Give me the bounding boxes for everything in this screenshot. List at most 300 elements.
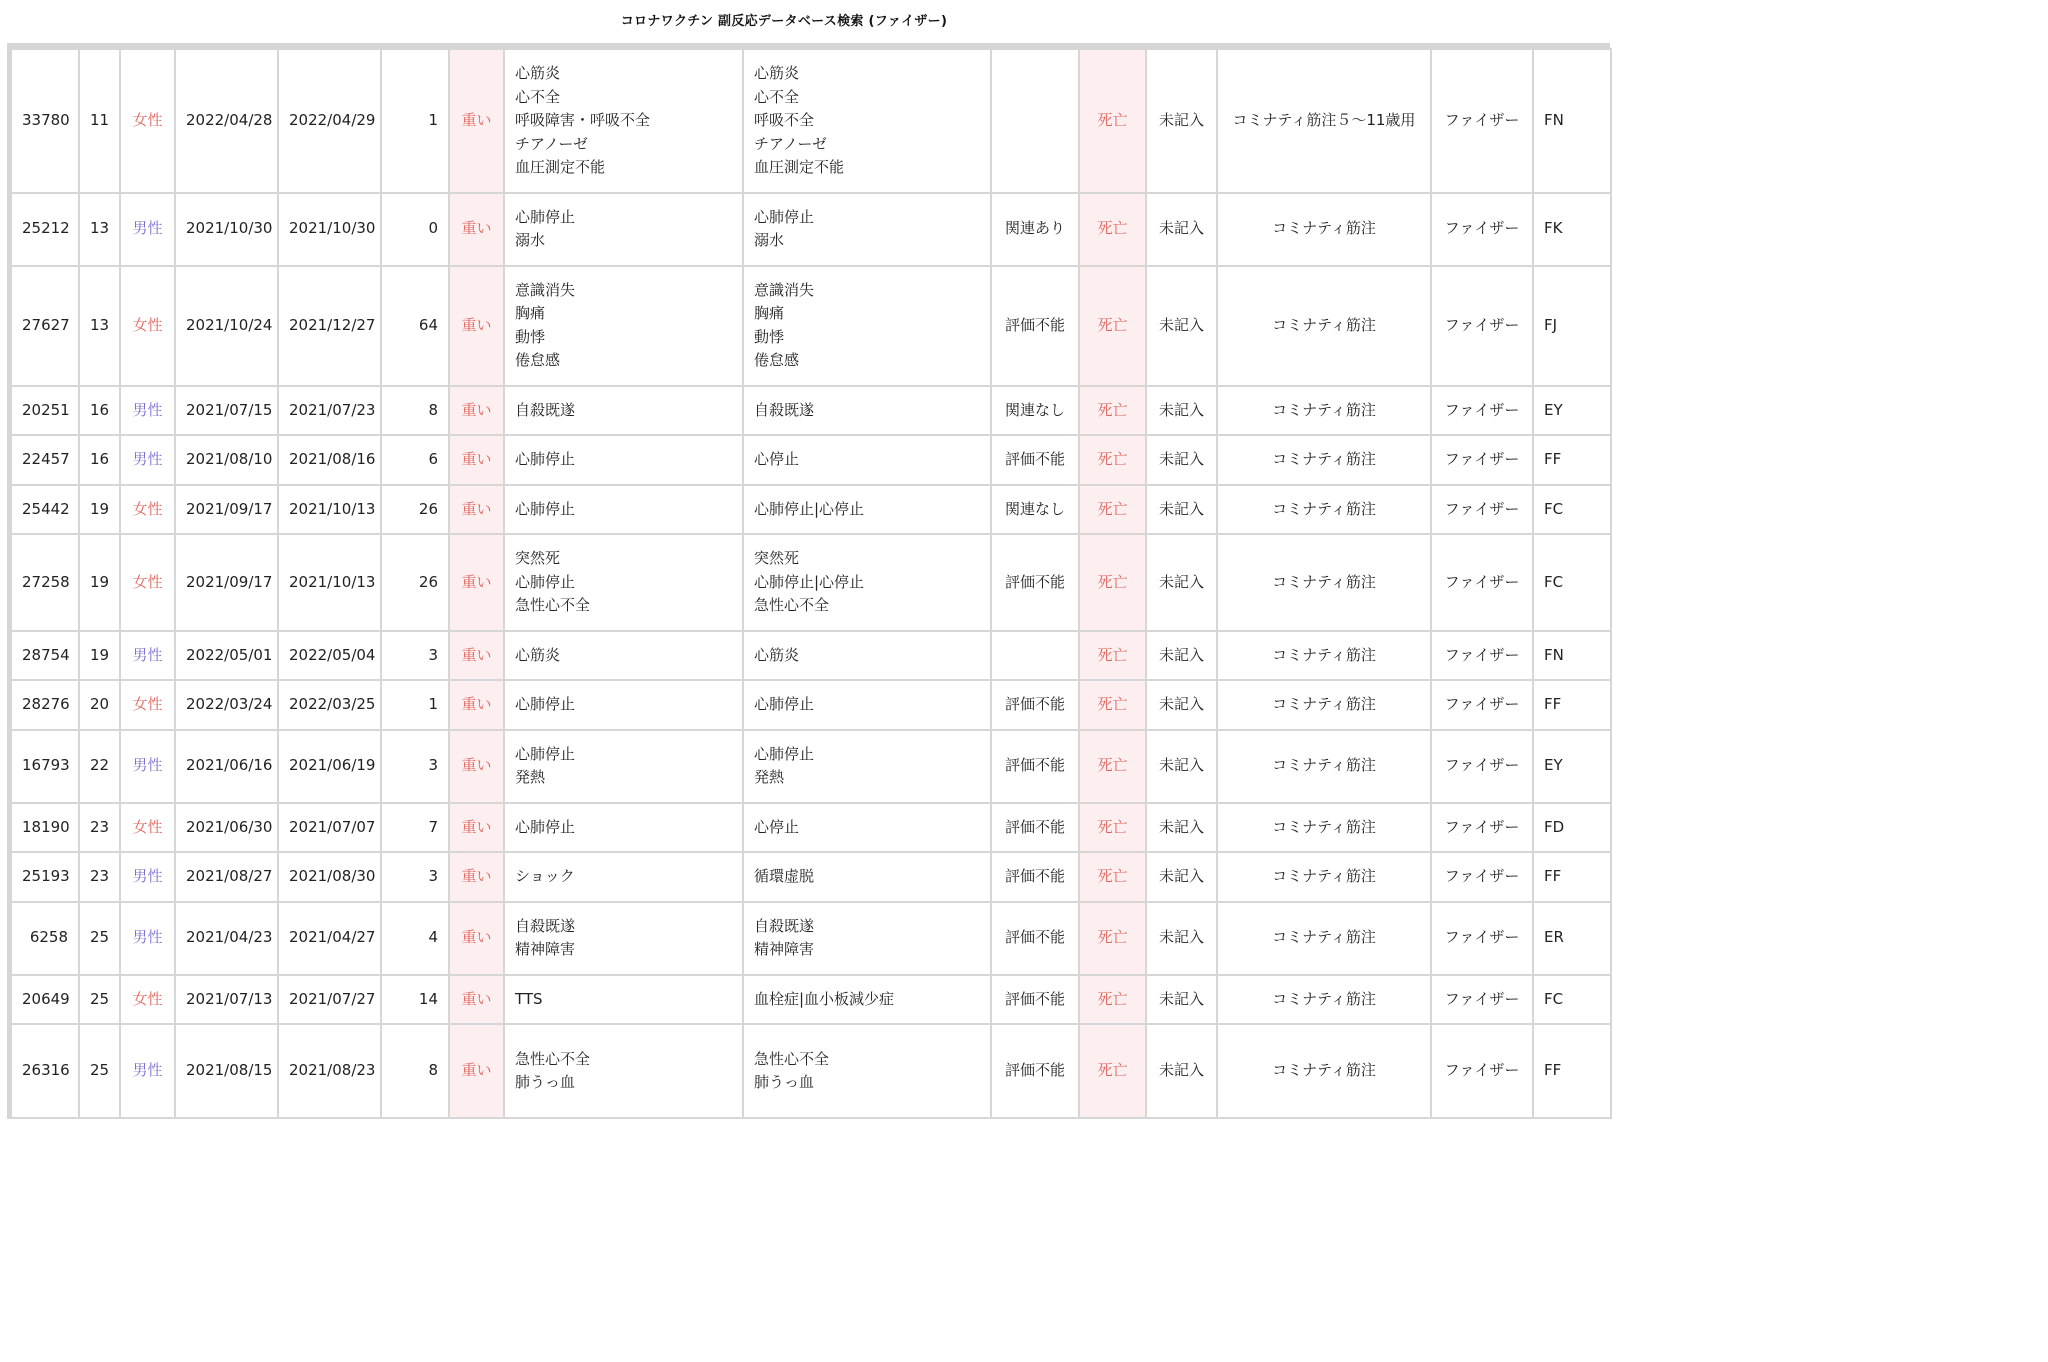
sex-cell: 男性: [120, 902, 175, 975]
vaccine-name-cell: コミナティ筋注: [1217, 193, 1431, 266]
age-cell: 25: [79, 902, 120, 975]
vaccination-date-cell: 2021/06/16: [175, 730, 278, 803]
outcome-cell: 死亡: [1079, 485, 1146, 535]
outcome-cell: 死亡: [1079, 680, 1146, 730]
symptom-item: 血圧測定不能: [515, 158, 606, 176]
onset-date-cell: 2021/07/23: [278, 386, 381, 436]
onset-date-cell: 2021/07/07: [278, 803, 381, 853]
report-id: 33780: [11, 49, 79, 193]
symptom-item: 溺水: [754, 231, 785, 249]
sex-cell: 男性: [120, 193, 175, 266]
symptom-item: 心肺停止: [515, 450, 576, 468]
note-cell: 未記入: [1146, 193, 1217, 266]
symptom-item: 精神障害: [515, 940, 576, 958]
age-cell: 11: [79, 49, 120, 193]
report-id: 6258: [11, 902, 79, 975]
severity-cell: 重い: [449, 193, 504, 266]
symptom-item: 呼吸障害・呼吸不全: [515, 111, 651, 129]
severity-cell: 重い: [449, 266, 504, 386]
severity-cell: 重い: [449, 485, 504, 535]
vaccine-name-cell: コミナティ筋注: [1217, 485, 1431, 535]
causality-cell: [991, 631, 1079, 681]
symptom-item: 心筋炎: [515, 645, 561, 664]
report-id: 25442: [11, 485, 79, 535]
vaccine-name-cell: コミナティ筋注: [1217, 975, 1431, 1025]
outcome-cell: 死亡: [1079, 534, 1146, 631]
days-cell: 3: [381, 631, 449, 681]
table-row: [11, 631, 1611, 681]
onset-date-cell: 2021/04/27: [278, 902, 381, 975]
symptoms-reported-cell: [504, 730, 743, 803]
report-id: 27258: [11, 534, 79, 631]
note-cell: 未記入: [1146, 386, 1217, 436]
vaccine-name-cell: コミナティ筋注: [1217, 1024, 1431, 1118]
lot-number-cell: FF: [1533, 1024, 1611, 1118]
report-id: 16793: [11, 730, 79, 803]
symptom-item: 急性心不全: [515, 1049, 591, 1068]
note-cell: 未記入: [1146, 680, 1217, 730]
onset-date-cell: 2021/10/13: [278, 485, 381, 535]
outcome-cell: 死亡: [1079, 902, 1146, 975]
symptoms-reported-cell: [504, 435, 743, 485]
outcome-cell: 死亡: [1079, 266, 1146, 386]
sex-cell: 女性: [120, 49, 175, 193]
symptom-item: 急性心不全: [515, 596, 591, 614]
manufacturer-cell: ファイザー: [1431, 193, 1533, 266]
note-cell: 未記入: [1146, 266, 1217, 386]
vaccination-date-cell: 2021/06/30: [175, 803, 278, 853]
days-cell: 6: [381, 435, 449, 485]
vaccine-name-cell: コミナティ筋注: [1217, 631, 1431, 681]
outcome-cell: 死亡: [1079, 730, 1146, 803]
symptoms-pt-cell: [743, 730, 991, 803]
age-cell: 25: [79, 975, 120, 1025]
manufacturer-cell: ファイザー: [1431, 386, 1533, 436]
symptom-item: 溺水: [515, 231, 546, 249]
symptom-item: 呼吸不全: [754, 111, 815, 129]
table-row: [11, 435, 1611, 485]
symptom-item: 肺うっ血: [515, 1073, 576, 1091]
vaccine-name-cell: コミナティ筋注: [1217, 534, 1431, 631]
vaccination-date-cell: 2021/08/27: [175, 852, 278, 902]
vaccine-name-cell: コミナティ筋注: [1217, 435, 1431, 485]
note-cell: 未記入: [1146, 975, 1217, 1025]
note-cell: 未記入: [1146, 1024, 1217, 1118]
lot-number-cell: FK: [1533, 193, 1611, 266]
table-row: [11, 266, 1611, 386]
causality-cell: 関連あり: [991, 193, 1079, 266]
causality-cell: 評価不能: [991, 730, 1079, 803]
symptom-item: 意識消失: [515, 280, 576, 299]
symptoms-pt-cell: [743, 266, 991, 386]
sex-cell: 男性: [120, 730, 175, 803]
causality-cell: 評価不能: [991, 852, 1079, 902]
vaccine-name-cell: コミナティ筋注: [1217, 803, 1431, 853]
outcome-cell: 死亡: [1079, 193, 1146, 266]
report-id: 25193: [11, 852, 79, 902]
symptom-item: 心肺停止: [515, 499, 576, 518]
causality-cell: 評価不能: [991, 435, 1079, 485]
manufacturer-cell: ファイザー: [1431, 975, 1533, 1025]
symptom-item: 突然死: [754, 549, 800, 567]
age-cell: 16: [79, 435, 120, 485]
note-cell: 未記入: [1146, 852, 1217, 902]
symptom-item: 心筋炎: [515, 64, 561, 82]
days-cell: 3: [381, 852, 449, 902]
causality-cell: 評価不能: [991, 902, 1079, 975]
lot-number-cell: EY: [1533, 730, 1611, 803]
symptom-item: 心不全: [515, 87, 561, 106]
symptom-item: 動悸: [515, 327, 546, 346]
vaccination-date-cell: 2021/07/13: [175, 975, 278, 1025]
symptoms-pt-cell: [743, 631, 991, 681]
symptom-item: 心肺停止: [754, 744, 815, 763]
page-title: コロナワクチン 副反応データベース検索 (ファイザー): [620, 14, 948, 29]
causality-cell: 評価不能: [991, 266, 1079, 386]
symptoms-pt-cell: [743, 534, 991, 631]
note-cell: 未記入: [1146, 730, 1217, 803]
report-id: 22457: [11, 435, 79, 485]
vaccination-date-cell: 2021/10/24: [175, 266, 278, 386]
vaccine-name-cell: コミナティ筋注: [1217, 680, 1431, 730]
manufacturer-cell: ファイザー: [1431, 1024, 1533, 1118]
symptom-item: 自殺既遂: [754, 916, 815, 935]
days-cell: 26: [381, 534, 449, 631]
manufacturer-cell: ファイザー: [1431, 266, 1533, 386]
results-table-wrap: [7, 43, 1610, 1119]
symptoms-reported-cell: [504, 902, 743, 975]
symptoms-reported-cell: [504, 534, 743, 631]
note-cell: 未記入: [1146, 902, 1217, 975]
days-cell: 64: [381, 266, 449, 386]
symptoms-pt-cell: [743, 193, 991, 266]
symptoms-reported-cell: [504, 49, 743, 193]
table-row: [11, 1024, 1611, 1118]
symptoms-pt-cell: [743, 386, 991, 436]
lot-number-cell: FC: [1533, 534, 1611, 631]
table-row: [11, 902, 1611, 975]
symptom-item: TTS: [515, 989, 543, 1008]
manufacturer-cell: ファイザー: [1431, 852, 1533, 902]
symptom-item: チアノーゼ: [515, 134, 589, 153]
days-cell: 3: [381, 730, 449, 803]
table-row: [11, 730, 1611, 803]
vaccination-date-cell: 2022/05/01: [175, 631, 278, 681]
vaccination-date-cell: 2021/08/15: [175, 1024, 278, 1118]
symptom-item: 心肺停止: [515, 695, 576, 713]
sex-cell: 男性: [120, 435, 175, 485]
symptoms-pt-cell: [743, 975, 991, 1025]
age-cell: 16: [79, 386, 120, 436]
onset-date-cell: 2021/08/23: [278, 1024, 381, 1118]
severity-cell: 重い: [449, 386, 504, 436]
onset-date-cell: 2021/10/30: [278, 193, 381, 266]
report-id: 25212: [11, 193, 79, 266]
lot-number-cell: FF: [1533, 435, 1611, 485]
symptom-item: 急性心不全: [754, 596, 830, 614]
lot-number-cell: FN: [1533, 49, 1611, 193]
symptom-item: 心肺停止: [515, 744, 576, 763]
symptom-item: 心肺停止: [754, 207, 815, 226]
severity-cell: 重い: [449, 435, 504, 485]
symptoms-pt-cell: [743, 1024, 991, 1118]
days-cell: 4: [381, 902, 449, 975]
lot-number-cell: FC: [1533, 485, 1611, 535]
manufacturer-cell: ファイザー: [1431, 902, 1533, 975]
severity-cell: 重い: [449, 902, 504, 975]
causality-cell: 評価不能: [991, 534, 1079, 631]
symptom-item: 精神障害: [754, 940, 815, 958]
report-id: 27627: [11, 266, 79, 386]
symptoms-reported-cell: [504, 631, 743, 681]
symptom-item: 倦怠感: [754, 351, 800, 369]
causality-cell: 関連なし: [991, 485, 1079, 535]
symptom-item: チアノーゼ: [754, 134, 828, 153]
age-cell: 13: [79, 266, 120, 386]
days-cell: 1: [381, 680, 449, 730]
vaccination-date-cell: 2021/04/23: [175, 902, 278, 975]
note-cell: 未記入: [1146, 485, 1217, 535]
sex-cell: 女性: [120, 680, 175, 730]
causality-cell: 関連なし: [991, 386, 1079, 436]
causality-cell: 評価不能: [991, 680, 1079, 730]
vaccine-name-cell: コミナティ筋注: [1217, 386, 1431, 436]
causality-cell: 評価不能: [991, 1024, 1079, 1118]
results-table: [10, 48, 1612, 1119]
vaccination-date-cell: 2021/09/17: [175, 534, 278, 631]
age-cell: 23: [79, 852, 120, 902]
symptom-item: 意識消失: [754, 280, 815, 299]
symptom-item: 自殺既遂: [754, 400, 815, 419]
days-cell: 7: [381, 803, 449, 853]
lot-number-cell: FF: [1533, 680, 1611, 730]
symptom-item: 胸痛: [515, 304, 546, 322]
symptoms-pt-cell: [743, 485, 991, 535]
sex-cell: 女性: [120, 534, 175, 631]
vaccine-name-cell: コミナティ筋注: [1217, 266, 1431, 386]
manufacturer-cell: ファイザー: [1431, 435, 1533, 485]
symptom-item: 心肺停止|心停止: [754, 499, 865, 518]
manufacturer-cell: ファイザー: [1431, 485, 1533, 535]
note-cell: 未記入: [1146, 49, 1217, 193]
severity-cell: 重い: [449, 852, 504, 902]
manufacturer-cell: ファイザー: [1431, 803, 1533, 853]
symptom-item: 心不全: [754, 87, 800, 106]
symptoms-reported-cell: [504, 1024, 743, 1118]
outcome-cell: 死亡: [1079, 1024, 1146, 1118]
symptom-item: 心肺停止|心停止: [754, 572, 865, 591]
lot-number-cell: FJ: [1533, 266, 1611, 386]
symptom-item: 心筋炎: [754, 64, 800, 82]
age-cell: 19: [79, 631, 120, 681]
table-row: [11, 975, 1611, 1025]
age-cell: 19: [79, 534, 120, 631]
severity-cell: 重い: [449, 730, 504, 803]
lot-number-cell: FD: [1533, 803, 1611, 853]
vaccine-name-cell: コミナティ筋注５～11歳用: [1217, 49, 1431, 193]
symptom-item: 発熱: [754, 768, 785, 786]
symptoms-reported-cell: [504, 266, 743, 386]
onset-date-cell: 2022/03/25: [278, 680, 381, 730]
symptom-item: 心肺停止: [515, 207, 576, 226]
table-row: [11, 193, 1611, 266]
manufacturer-cell: ファイザー: [1431, 680, 1533, 730]
symptom-item: 動悸: [754, 327, 785, 346]
days-cell: 8: [381, 386, 449, 436]
sex-cell: 女性: [120, 803, 175, 853]
vaccination-date-cell: 2021/07/15: [175, 386, 278, 436]
outcome-cell: 死亡: [1079, 435, 1146, 485]
vaccination-date-cell: 2021/09/17: [175, 485, 278, 535]
symptoms-reported-cell: [504, 680, 743, 730]
table-row: [11, 852, 1611, 902]
symptom-item: 心肺停止: [515, 817, 576, 836]
outcome-cell: 死亡: [1079, 386, 1146, 436]
symptoms-reported-cell: [504, 975, 743, 1025]
symptoms-reported-cell: [504, 386, 743, 436]
sex-cell: 男性: [120, 852, 175, 902]
symptom-item: 心肺停止: [754, 695, 815, 713]
symptom-item: 発熱: [515, 768, 546, 786]
lot-number-cell: ER: [1533, 902, 1611, 975]
age-cell: 13: [79, 193, 120, 266]
sex-cell: 女性: [120, 266, 175, 386]
symptom-item: 心肺停止: [515, 572, 576, 591]
manufacturer-cell: ファイザー: [1431, 730, 1533, 803]
onset-date-cell: 2022/04/29: [278, 49, 381, 193]
lot-number-cell: FF: [1533, 852, 1611, 902]
onset-date-cell: 2021/08/30: [278, 852, 381, 902]
onset-date-cell: 2022/05/04: [278, 631, 381, 681]
table-row: [11, 680, 1611, 730]
vaccine-name-cell: コミナティ筋注: [1217, 730, 1431, 803]
vaccination-date-cell: 2022/04/28: [175, 49, 278, 193]
onset-date-cell: 2021/12/27: [278, 266, 381, 386]
outcome-cell: 死亡: [1079, 975, 1146, 1025]
onset-date-cell: 2021/07/27: [278, 975, 381, 1025]
table-body: [11, 49, 1611, 1118]
sex-cell: 男性: [120, 631, 175, 681]
severity-cell: 重い: [449, 975, 504, 1025]
table-row: [11, 485, 1611, 535]
manufacturer-cell: ファイザー: [1431, 631, 1533, 681]
outcome-cell: 死亡: [1079, 49, 1146, 193]
symptom-item: 心停止: [754, 450, 800, 468]
causality-cell: 評価不能: [991, 803, 1079, 853]
report-id: 28276: [11, 680, 79, 730]
age-cell: 23: [79, 803, 120, 853]
vaccination-date-cell: 2022/03/24: [175, 680, 278, 730]
causality-cell: [991, 49, 1079, 193]
symptoms-reported-cell: [504, 485, 743, 535]
severity-cell: 重い: [449, 680, 504, 730]
symptoms-pt-cell: [743, 803, 991, 853]
symptom-item: 血圧測定不能: [754, 158, 845, 176]
sex-cell: 男性: [120, 386, 175, 436]
report-id: 26316: [11, 1024, 79, 1118]
severity-cell: 重い: [449, 631, 504, 681]
symptom-item: 胸痛: [754, 304, 785, 322]
symptoms-pt-cell: [743, 902, 991, 975]
onset-date-cell: 2021/08/16: [278, 435, 381, 485]
symptom-item: 倦怠感: [515, 351, 561, 369]
symptoms-reported-cell: [504, 803, 743, 853]
vaccination-date-cell: 2021/08/10: [175, 435, 278, 485]
symptoms-pt-cell: [743, 49, 991, 193]
onset-date-cell: 2021/06/19: [278, 730, 381, 803]
lot-number-cell: FC: [1533, 975, 1611, 1025]
report-id: 20649: [11, 975, 79, 1025]
vaccine-name-cell: コミナティ筋注: [1217, 902, 1431, 975]
symptom-item: ショック: [515, 867, 575, 885]
symptoms-reported-cell: [504, 193, 743, 266]
onset-date-cell: 2021/10/13: [278, 534, 381, 631]
severity-cell: 重い: [449, 803, 504, 853]
days-cell: 8: [381, 1024, 449, 1118]
symptom-item: 自殺既遂: [515, 400, 576, 419]
vaccine-name-cell: コミナティ筋注: [1217, 852, 1431, 902]
lot-number-cell: FN: [1533, 631, 1611, 681]
table-row: [11, 534, 1611, 631]
severity-cell: 重い: [449, 1024, 504, 1118]
report-id: 18190: [11, 803, 79, 853]
manufacturer-cell: ファイザー: [1431, 534, 1533, 631]
symptom-item: 自殺既遂: [515, 916, 576, 935]
days-cell: 1: [381, 49, 449, 193]
note-cell: 未記入: [1146, 803, 1217, 853]
symptoms-reported-cell: [504, 852, 743, 902]
age-cell: 20: [79, 680, 120, 730]
symptoms-pt-cell: [743, 852, 991, 902]
symptoms-pt-cell: [743, 680, 991, 730]
symptom-item: 突然死: [515, 549, 561, 567]
sex-cell: 男性: [120, 1024, 175, 1118]
symptom-item: 循環虚脱: [754, 867, 815, 885]
causality-cell: 評価不能: [991, 975, 1079, 1025]
symptom-item: 心停止: [754, 817, 800, 836]
table-row: [11, 803, 1611, 853]
symptom-item: 血栓症|血小板減少症: [754, 989, 895, 1008]
note-cell: 未記入: [1146, 534, 1217, 631]
symptom-item: 急性心不全: [754, 1049, 830, 1068]
sex-cell: 女性: [120, 485, 175, 535]
outcome-cell: 死亡: [1079, 631, 1146, 681]
severity-cell: 重い: [449, 49, 504, 193]
table-row: [11, 49, 1611, 193]
manufacturer-cell: ファイザー: [1431, 49, 1533, 193]
lot-number-cell: EY: [1533, 386, 1611, 436]
age-cell: 22: [79, 730, 120, 803]
note-cell: 未記入: [1146, 435, 1217, 485]
age-cell: 25: [79, 1024, 120, 1118]
symptom-item: 心筋炎: [754, 645, 800, 664]
sex-cell: 女性: [120, 975, 175, 1025]
outcome-cell: 死亡: [1079, 852, 1146, 902]
symptoms-pt-cell: [743, 435, 991, 485]
table-row: [11, 386, 1611, 436]
vaccination-date-cell: 2021/10/30: [175, 193, 278, 266]
age-cell: 19: [79, 485, 120, 535]
report-id: 28754: [11, 631, 79, 681]
report-id: 20251: [11, 386, 79, 436]
note-cell: 未記入: [1146, 631, 1217, 681]
severity-cell: 重い: [449, 534, 504, 631]
days-cell: 0: [381, 193, 449, 266]
days-cell: 26: [381, 485, 449, 535]
days-cell: 14: [381, 975, 449, 1025]
outcome-cell: 死亡: [1079, 803, 1146, 853]
symptom-item: 肺うっ血: [754, 1073, 815, 1091]
